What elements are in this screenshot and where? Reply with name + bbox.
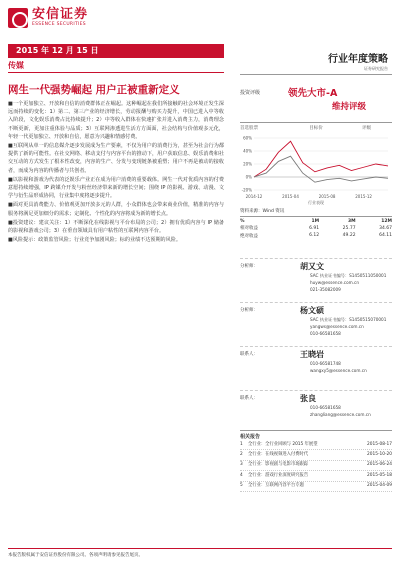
related-report-item[interactable] bbox=[240, 440, 392, 450]
body-paragraph: ■面对更具消费能力、价值观更加开放多元的人群，小众群体也会带来商业价值，精准的内容与服务将满足更加细分的需求；定制化、个性化的内容将成为新的增长点。 bbox=[8, 202, 224, 217]
related-title: 相关报告 bbox=[240, 430, 392, 440]
x-tick-label: 2015-04 bbox=[282, 194, 299, 199]
related-report-item[interactable] bbox=[240, 450, 392, 460]
analyst-phone: 010-66581748 bbox=[310, 361, 341, 366]
analyst-role: 联系人： bbox=[240, 396, 258, 401]
analyst-name: 张良 bbox=[300, 394, 316, 403]
body-paragraph: ■投资建议：建议关注：1）不断深化在线影视与平台布局的公司；2）拥有优质内容与 IP 储备的影视和游戏公司；3）在垂直领域具有用户粘性的互联网内容平台。 bbox=[8, 219, 224, 235]
table-cell: 12M bbox=[381, 218, 392, 224]
analyst-phone: 021-35082009 bbox=[310, 287, 341, 292]
brand-logo bbox=[8, 8, 88, 28]
right-divider bbox=[240, 74, 392, 75]
chart-legend: 行业表现 bbox=[308, 200, 324, 205]
related-report-title: 全行业：影视剧与电影市场跟踪 bbox=[248, 462, 309, 468]
table-row bbox=[240, 225, 392, 233]
table-cell: 6.91 bbox=[309, 225, 320, 231]
series-line-2 bbox=[254, 156, 388, 182]
related-report-item[interactable] bbox=[240, 471, 392, 481]
report-date: 2015 年 12 月 15 日 bbox=[8, 44, 224, 58]
analyst-phone: 010-66581658 bbox=[310, 405, 341, 410]
related-report-date: 2015-10-20 bbox=[367, 451, 392, 457]
rank-header bbox=[240, 122, 392, 131]
analyst-card bbox=[240, 302, 392, 346]
related-report-date: 2015-05-18 bbox=[367, 472, 392, 478]
related-reports bbox=[240, 430, 392, 492]
rank-head-cell: 评级 bbox=[362, 126, 372, 131]
x-tick-label: 2015-12 bbox=[355, 194, 372, 199]
table-cell: 3M bbox=[347, 218, 356, 224]
analyst-email[interactable]: yangws@essence.com.cn bbox=[310, 324, 364, 329]
related-index: 1 bbox=[240, 441, 243, 447]
analyst-phone: 010-66581658 bbox=[310, 331, 341, 336]
table-cell: 相对收益 bbox=[240, 226, 258, 232]
performance-chart bbox=[240, 134, 392, 200]
analyst-email[interactable]: huyw@essence.com.cn bbox=[310, 280, 360, 285]
table-cell: 49.22 bbox=[342, 233, 356, 239]
table-header-row bbox=[240, 218, 392, 225]
related-index: 2 bbox=[240, 451, 243, 457]
analyst-name: 胡又文 bbox=[300, 262, 324, 271]
report-body bbox=[8, 100, 224, 245]
x-tick-label: 2014-12 bbox=[245, 194, 263, 199]
related-report-date: 2015-06-24 bbox=[367, 462, 392, 468]
analyst-license: SAC 执业证书编号：S1450515070001 bbox=[310, 317, 387, 322]
related-report-item[interactable] bbox=[240, 482, 392, 492]
rank-head-cell: 首选股票 bbox=[240, 126, 258, 131]
body-paragraph: ■风险提示：政策监管风险；行业竞争加剧风险；标的业绩不达预期的风险。 bbox=[8, 237, 181, 244]
y-tick-label: 40% bbox=[243, 148, 252, 154]
table-cell: 1M bbox=[311, 218, 320, 224]
table-row bbox=[240, 232, 392, 240]
x-tick-label: 2015-08 bbox=[318, 194, 336, 199]
header-divider bbox=[8, 72, 224, 73]
related-report-title: 全行业：互联网内容平台专题 bbox=[248, 483, 304, 489]
table-cell: 绝对收益 bbox=[240, 233, 258, 239]
table-cell: 25.77 bbox=[342, 225, 356, 231]
analyst-email[interactable]: zhangliang@essence.com.cn bbox=[310, 412, 371, 417]
related-report-title: 全行业：全行业回顾与 2015 年展望 bbox=[248, 441, 318, 447]
y-tick-label: -20% bbox=[241, 187, 252, 193]
y-tick-label: 60% bbox=[243, 135, 252, 141]
analyst-role: 联系人： bbox=[240, 352, 258, 357]
rating-label: 投资评级 bbox=[240, 90, 261, 96]
analyst-email[interactable]: wangxy5@essence.com.cn bbox=[310, 368, 367, 373]
table-cell: % bbox=[240, 218, 245, 224]
y-tick-label: 0% bbox=[245, 174, 252, 180]
brand-mark-icon bbox=[8, 8, 28, 28]
body-paragraph: ■一个更加独立、开放和自信的消费群体正在崛起。这种崛起在我们所接触的社会环境正发生深远而持续的变化：1）第二、第三产业的经济增长，劳动报酬与购买力提升，中国已进入中等收入阶段，文化娱乐消费占比持续提升；2）中等收入群体在快速扩张并进入消费主力，消费理念不断更新，更加注重体验与品质；3）互联网渗透进生活方方面面，社会结构与价值观多元化，年轻一代更加独立、开放和自信，愿意为兴趣和情感付费。 bbox=[8, 101, 224, 140]
y-tick-label: 20% bbox=[243, 161, 252, 167]
returns-table bbox=[240, 218, 392, 240]
related-index: 5 bbox=[240, 483, 243, 489]
related-report-item[interactable] bbox=[240, 461, 392, 471]
table-cell: 34.67 bbox=[379, 225, 392, 231]
rating-company: 领先大市-A bbox=[288, 88, 338, 99]
table-cell: 6.12 bbox=[309, 233, 320, 239]
related-report-date: 2015-04-09 bbox=[367, 483, 392, 489]
table-cell: 64.11 bbox=[379, 233, 392, 239]
related-index: 3 bbox=[240, 462, 243, 468]
body-paragraph: ■以影视和游戏为代表的泛娱乐产业正在成为用户消费的重要载体。网生一代对优质内容的付费意愿持续增强，IP 跨媒介开发与粉丝经济带来新的增长空间；围绕 IP 的影视、游戏、动漫、文学与衍生品形成协同，行业集中度将逐步提升。 bbox=[8, 176, 224, 200]
related-index: 4 bbox=[240, 472, 243, 478]
related-report-title: 全行业：游戏行业深度研究报告 bbox=[248, 472, 309, 478]
rank-head-cell: 目标价 bbox=[309, 126, 323, 131]
brand-name-en: ESSENCE SECURITIES bbox=[32, 22, 86, 28]
analyst-license: SAC 执业证书编号：S1450511050001 bbox=[310, 273, 387, 278]
analyst-name: 杨文硕 bbox=[300, 306, 324, 315]
analyst-name: 王晓岩 bbox=[300, 350, 324, 359]
report-type: 行业年度策略 bbox=[328, 54, 388, 65]
related-report-date: 2015-08-17 bbox=[367, 441, 392, 447]
brand-name: 安信证券 bbox=[32, 7, 89, 23]
analyst-card bbox=[240, 346, 392, 390]
analyst-card bbox=[240, 390, 392, 434]
body-paragraph: ■互联网从单一的信息媒介逐步发展成为生产要素，不仅为用户的消费行为，甚至为社会行为都提供了新的可能性。在社交网络、移动支付与内容平台的推动下，用户获取信息、娱乐消费和社交互动的方式发生了根本性改变，内容的生产、分发与变现链条被重塑；用户不再是被动的接收者，而成为内容的传播者与共创者。 bbox=[8, 143, 224, 174]
sector-label: 传媒 bbox=[8, 61, 24, 70]
analyst-card bbox=[240, 258, 392, 302]
performance-chart-svg bbox=[240, 134, 392, 200]
report-title: 网生一代强势崛起 用户正被重新定义 bbox=[8, 84, 180, 96]
rating-value: 维持评级 bbox=[332, 102, 367, 112]
analyst-role: 分析师： bbox=[240, 308, 258, 313]
analyst-role: 分析师： bbox=[240, 264, 258, 269]
table-source: 资料来源：Wind 资讯 bbox=[240, 208, 392, 217]
related-report-title: 全行业：在线视频进入付费时代 bbox=[248, 451, 309, 457]
series-line-1 bbox=[254, 141, 388, 177]
report-code: 证券研究报告 bbox=[364, 66, 388, 71]
analyst-list bbox=[240, 258, 392, 434]
footer-disclaimer: 本报告版权属于安信证券股份有限公司。各项声明请参见报告尾页。 bbox=[8, 548, 392, 558]
